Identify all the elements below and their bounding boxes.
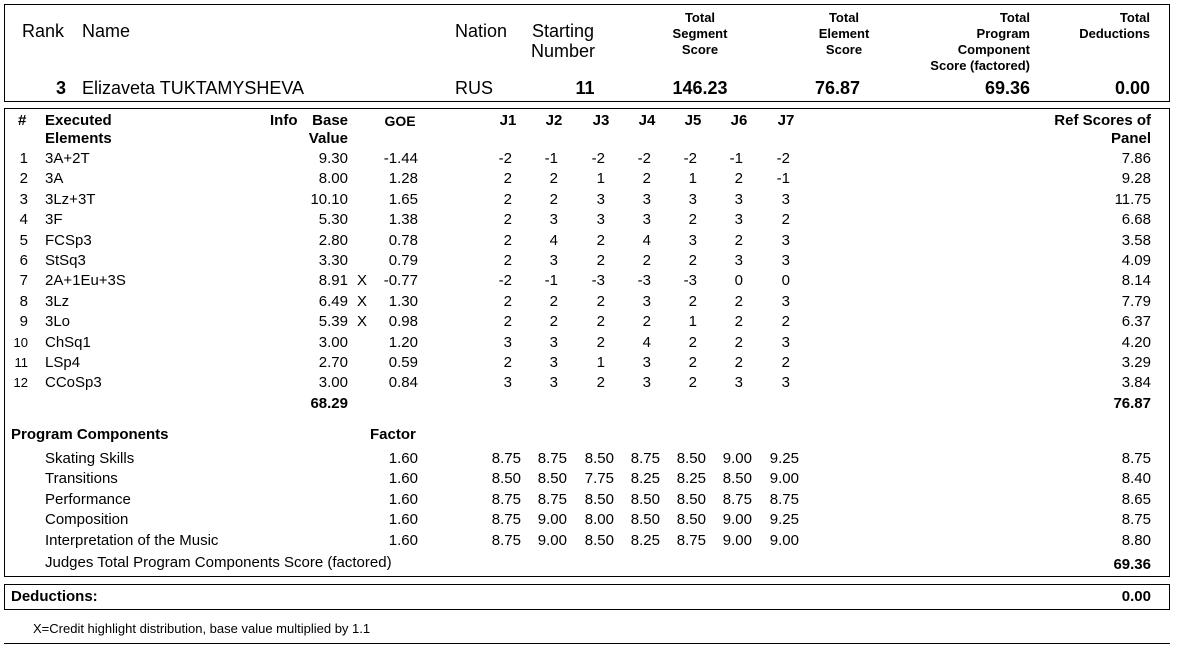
base-value-header: Base xyxy=(312,112,348,129)
pcs-header: Total xyxy=(999,10,1030,25)
judge-2-goe: 2 xyxy=(549,292,558,310)
judge-header-7: J7 xyxy=(777,112,795,129)
ref-scores-header: Ref Scores of xyxy=(1054,112,1151,129)
pcs-header-4: Score (factored) xyxy=(930,58,1030,73)
judge-3-goe: 1 xyxy=(596,170,605,188)
table-row xyxy=(0,292,1181,312)
element-code: FCSp3 xyxy=(45,231,92,249)
element-number: 6 xyxy=(19,252,28,269)
judge-6-goe: -1 xyxy=(729,150,743,167)
judge-7-goe: 3 xyxy=(781,252,790,269)
judge-1-mark: 8.50 xyxy=(491,470,521,488)
judge-4-goe: 2 xyxy=(642,252,651,269)
element-ref-score: 3.58 xyxy=(1121,231,1151,249)
judge-7-goe: 2 xyxy=(781,211,790,229)
pcs-header-2: Program xyxy=(976,26,1030,41)
judge-1-goe: 2 xyxy=(503,231,512,249)
judge-4-goe: 4 xyxy=(642,333,651,351)
goe-header: GOE xyxy=(384,113,416,129)
component-factor: 1.60 xyxy=(388,531,418,549)
judge-2-mark: 8.50 xyxy=(537,470,567,488)
judge-3-goe: 2 xyxy=(596,231,605,249)
element-goe: 0.78 xyxy=(388,231,418,249)
element-number: 11 xyxy=(14,355,28,370)
element-ref-score: 11.75 xyxy=(1114,190,1151,208)
judge-6-mark: 9.00 xyxy=(722,531,752,549)
judge-1-goe: 2 xyxy=(503,252,512,269)
judge-4-goe: 2 xyxy=(642,170,651,188)
tss-value: 146.23 xyxy=(672,78,728,98)
judge-7-goe: 2 xyxy=(781,354,790,371)
tss-header: Total xyxy=(684,10,716,25)
element-goe: 1.38 xyxy=(388,211,418,229)
program-component-row xyxy=(0,510,1181,530)
num-header: # xyxy=(18,112,27,129)
rank-value: 3 xyxy=(56,78,67,98)
factor-header: Factor xyxy=(370,426,416,443)
tes-header: Total xyxy=(828,10,860,25)
element-number: 10 xyxy=(13,334,28,350)
judge-7-mark: 9.00 xyxy=(769,531,799,549)
program-component-row xyxy=(0,531,1181,551)
element-goe: 0.59 xyxy=(388,354,418,371)
table-row xyxy=(0,251,1181,271)
rank-header: Rank xyxy=(22,21,65,41)
element-ref-score: 8.14 xyxy=(1121,272,1151,290)
pcs-total-label: Judges Total Program Components Score (factored) xyxy=(45,554,392,571)
judge-5-mark: 8.50 xyxy=(676,511,706,529)
component-score: 8.65 xyxy=(1121,490,1151,508)
element-code: ChSq1 xyxy=(45,333,91,351)
judge-3-mark: 7.75 xyxy=(584,470,614,488)
element-number: 3 xyxy=(19,190,28,208)
element-code: 3A xyxy=(45,170,64,188)
judge-4-goe: 3 xyxy=(642,374,651,392)
component-name: Transitions xyxy=(45,470,118,488)
ref-scores-header-2: Panel xyxy=(1110,130,1151,147)
judge-2-mark: 8.75 xyxy=(537,490,567,508)
judge-7-goe: 3 xyxy=(781,231,790,249)
element-goe: 1.30 xyxy=(388,292,418,310)
total-ref-score: 76.87 xyxy=(1113,395,1151,412)
judge-1-goe: 3 xyxy=(503,374,512,392)
judge-3-goe: 2 xyxy=(596,313,605,331)
judge-2-goe: 3 xyxy=(549,211,558,229)
judge-2-goe: 3 xyxy=(549,333,558,351)
judge-3-goe: 2 xyxy=(596,292,605,310)
judge-2-goe: 3 xyxy=(549,252,558,269)
judge-4-goe: 4 xyxy=(642,231,651,249)
deductions-label: Deductions: xyxy=(11,588,98,605)
judge-6-goe: 2 xyxy=(734,292,743,310)
element-goe: 1.28 xyxy=(388,170,418,188)
component-factor: 1.60 xyxy=(388,490,418,508)
element-info: X xyxy=(357,292,368,310)
element-ref-score: 9.28 xyxy=(1121,170,1151,188)
program-component-row xyxy=(0,449,1181,469)
tss-header-3: Score xyxy=(681,42,719,57)
element-number: 1 xyxy=(19,150,28,167)
judge-5-goe: -3 xyxy=(683,272,697,290)
deductions-box xyxy=(4,584,1170,610)
judge-5-goe: 2 xyxy=(688,292,697,310)
judge-4-mark: 8.75 xyxy=(630,450,660,467)
judge-5-goe: 2 xyxy=(688,374,697,392)
pcs-value: 69.36 xyxy=(984,78,1030,98)
table-row xyxy=(0,190,1181,210)
component-factor: 1.60 xyxy=(388,450,418,467)
starting-number-header: Starting xyxy=(531,21,595,41)
name-header: Name xyxy=(82,21,131,41)
element-info: X xyxy=(357,272,368,290)
element-base-value: 8.91 xyxy=(318,272,348,290)
judge-5-mark: 8.50 xyxy=(676,450,706,467)
element-ref-score: 4.20 xyxy=(1121,333,1151,351)
element-code: 3Lo xyxy=(45,313,71,331)
judge-2-mark: 9.00 xyxy=(537,531,567,549)
judge-4-goe: -3 xyxy=(637,272,651,290)
element-ref-score: 6.68 xyxy=(1121,211,1151,229)
judge-1-goe: 3 xyxy=(503,333,512,351)
judge-5-goe: 2 xyxy=(688,354,697,371)
element-ref-score: 6.37 xyxy=(1121,313,1151,331)
judge-7-mark: 9.00 xyxy=(769,470,799,488)
tes-header-2: Element xyxy=(818,26,870,41)
judge-6-mark: 8.50 xyxy=(722,470,752,488)
element-base-value: 10.10 xyxy=(310,190,348,208)
judge-4-goe: 3 xyxy=(642,292,651,310)
nation-value: RUS xyxy=(455,78,494,98)
component-name: Composition xyxy=(45,511,129,529)
judge-4-goe: 3 xyxy=(642,211,651,229)
judge-3-goe: 1 xyxy=(596,354,605,371)
deductions-header: Total xyxy=(1119,10,1150,25)
element-code: 3Lz+3T xyxy=(45,190,96,208)
judge-4-mark: 8.50 xyxy=(630,490,660,508)
element-base-value: 9.30 xyxy=(318,150,348,167)
judge-header-1: J1 xyxy=(499,112,517,129)
judge-5-goe: 2 xyxy=(688,211,697,229)
base-value-header-2: Value xyxy=(308,130,348,147)
judge-3-mark: 8.50 xyxy=(584,450,614,467)
element-ref-score: 3.29 xyxy=(1121,354,1151,371)
judge-1-goe: 2 xyxy=(503,211,512,229)
element-goe: -0.77 xyxy=(383,272,418,290)
judge-3-goe: -2 xyxy=(591,150,605,167)
judge-6-mark: 9.00 xyxy=(722,450,752,467)
element-number: 2 xyxy=(19,170,28,188)
judge-7-mark: 9.25 xyxy=(769,511,799,529)
info-header: Info xyxy=(270,112,298,129)
element-code: LSp4 xyxy=(45,354,81,371)
element-base-value: 3.00 xyxy=(318,333,348,351)
judge-6-goe: 2 xyxy=(734,170,743,188)
judge-2-mark: 8.75 xyxy=(537,450,567,467)
judge-1-mark: 8.75 xyxy=(491,511,521,529)
judge-4-goe: 3 xyxy=(642,190,651,208)
judge-3-mark: 8.50 xyxy=(584,490,614,508)
component-score: 8.75 xyxy=(1121,511,1151,529)
judge-7-mark: 9.25 xyxy=(769,450,799,467)
table-row xyxy=(0,312,1181,332)
judge-2-goe: -1 xyxy=(544,150,558,167)
table-row xyxy=(0,353,1181,373)
tss-header-2: Segment xyxy=(672,26,728,41)
judge-3-goe: -3 xyxy=(591,272,605,290)
element-number: 9 xyxy=(19,313,28,331)
judge-5-goe: 1 xyxy=(688,170,697,188)
skater-name: Elizaveta TUKTAMYSHEVA xyxy=(82,78,305,98)
element-number: 7 xyxy=(19,272,28,290)
table-row xyxy=(0,333,1181,353)
judge-5-mark: 8.25 xyxy=(676,470,706,488)
tes-header-3: Score xyxy=(825,42,863,57)
component-score: 8.40 xyxy=(1121,470,1151,488)
element-base-value: 8.00 xyxy=(318,170,348,188)
judge-5-goe: -2 xyxy=(683,150,697,167)
judge-4-mark: 8.25 xyxy=(630,531,660,549)
element-code: 2A+1Eu+3S xyxy=(45,272,126,290)
element-goe: -1.44 xyxy=(383,150,418,167)
judge-3-goe: 2 xyxy=(596,252,605,269)
judge-3-goe: 2 xyxy=(596,374,605,392)
element-ref-score: 7.79 xyxy=(1121,292,1151,310)
component-score: 8.75 xyxy=(1121,450,1151,467)
judge-2-mark: 9.00 xyxy=(537,511,567,529)
judge-1-goe: -2 xyxy=(498,150,512,167)
judge-6-mark: 9.00 xyxy=(722,511,752,529)
component-name: Performance xyxy=(45,490,131,508)
element-base-value: 5.30 xyxy=(318,211,348,229)
judge-1-mark: 8.75 xyxy=(491,531,521,549)
judge-2-goe: 2 xyxy=(549,190,558,208)
footnote: X=Credit highlight distribution, base value multiplied by 1.1 xyxy=(33,621,371,636)
element-base-value: 3.30 xyxy=(318,252,348,269)
judge-1-mark: 8.75 xyxy=(491,450,521,467)
judge-4-goe: -2 xyxy=(637,150,651,167)
judge-4-mark: 8.25 xyxy=(630,470,660,488)
deductions-total-value: 0.00 xyxy=(1114,78,1150,98)
judge-1-goe: 2 xyxy=(503,190,512,208)
judge-3-goe: 3 xyxy=(596,211,605,229)
judge-5-mark: 8.75 xyxy=(676,531,706,549)
judge-4-goe: 2 xyxy=(642,313,651,331)
element-code: 3A+2T xyxy=(45,150,90,167)
element-ref-score: 3.84 xyxy=(1121,374,1151,392)
judge-5-mark: 8.50 xyxy=(676,490,706,508)
judge-7-goe: 3 xyxy=(781,333,790,351)
element-code: 3F xyxy=(45,211,63,229)
judge-5-goe: 2 xyxy=(688,252,697,269)
judge-header-5: J5 xyxy=(684,112,702,129)
judge-6-mark: 8.75 xyxy=(722,490,752,508)
element-number: 4 xyxy=(19,211,28,229)
component-score: 8.80 xyxy=(1121,531,1151,549)
judge-6-goe: 2 xyxy=(734,231,743,249)
tes-value: 76.87 xyxy=(814,78,860,98)
judge-3-goe: 3 xyxy=(596,190,605,208)
element-base-value: 5.39 xyxy=(318,313,348,331)
executed-elements-header: Executed xyxy=(45,112,112,129)
judge-2-goe: 2 xyxy=(549,170,558,188)
pcs-total-value: 69.36 xyxy=(1113,556,1151,573)
judge-header-2: J2 xyxy=(545,112,563,129)
judge-6-goe: 3 xyxy=(734,252,743,269)
judge-7-goe: 2 xyxy=(781,313,790,331)
judge-4-mark: 8.50 xyxy=(630,511,660,529)
judge-2-goe: -1 xyxy=(544,272,558,290)
judge-1-goe: 2 xyxy=(503,170,512,188)
judge-5-goe: 1 xyxy=(688,313,697,331)
program-component-row xyxy=(0,490,1181,510)
judge-6-goe: 3 xyxy=(734,211,743,229)
judge-6-goe: 0 xyxy=(734,272,743,290)
total-base-value: 68.29 xyxy=(310,395,348,412)
judge-1-goe: 2 xyxy=(503,292,512,310)
element-goe: 0.98 xyxy=(388,313,418,331)
judge-3-goe: 2 xyxy=(596,333,605,351)
judge-7-goe: 3 xyxy=(781,190,790,208)
element-goe: 0.84 xyxy=(388,374,418,392)
element-ref-score: 4.09 xyxy=(1121,252,1151,269)
element-code: CCoSp3 xyxy=(45,374,102,392)
judge-2-goe: 3 xyxy=(549,354,558,371)
judge-1-mark: 8.75 xyxy=(491,490,521,508)
judge-header-4: J4 xyxy=(638,112,656,129)
bottom-rule xyxy=(4,643,1170,644)
start-number-value: 11 xyxy=(575,78,595,98)
element-goe: 1.65 xyxy=(388,190,418,208)
judge-6-goe: 3 xyxy=(734,190,743,208)
table-row xyxy=(0,373,1181,393)
judge-6-goe: 2 xyxy=(734,354,743,371)
judge-1-goe: 2 xyxy=(503,313,512,331)
judge-7-goe: 3 xyxy=(781,292,790,310)
element-number: 5 xyxy=(19,231,28,249)
starting-number-header-2: Number xyxy=(530,41,596,61)
element-base-value: 2.80 xyxy=(318,231,348,249)
table-row xyxy=(0,231,1181,251)
judge-header-3: J3 xyxy=(592,112,610,129)
table-row xyxy=(0,169,1181,189)
table-row xyxy=(0,149,1181,169)
program-component-row xyxy=(0,469,1181,489)
element-number: 12 xyxy=(13,375,28,391)
judge-2-goe: 4 xyxy=(549,231,558,249)
element-number: 8 xyxy=(19,292,28,310)
judge-6-goe: 2 xyxy=(734,333,743,351)
judge-1-goe: 2 xyxy=(503,354,512,371)
judge-7-mark: 8.75 xyxy=(769,490,799,508)
pcs-header-3: Component xyxy=(957,42,1030,57)
element-ref-score: 7.86 xyxy=(1121,150,1151,167)
element-base-value: 2.70 xyxy=(318,354,348,371)
judge-4-goe: 3 xyxy=(642,354,651,371)
judge-6-goe: 3 xyxy=(734,374,743,392)
table-row xyxy=(0,271,1181,291)
nation-header: Nation xyxy=(455,21,508,41)
deductions-value: 0.00 xyxy=(1121,588,1151,605)
element-code: StSq3 xyxy=(45,252,86,269)
element-info: X xyxy=(357,313,368,331)
judge-3-mark: 8.50 xyxy=(584,531,614,549)
judge-7-goe: -2 xyxy=(776,150,790,167)
judge-5-goe: 3 xyxy=(688,190,697,208)
program-components-title: Program Components xyxy=(11,426,169,443)
deductions-header-2: Deductions xyxy=(1079,26,1150,41)
component-factor: 1.60 xyxy=(388,470,418,488)
table-row xyxy=(0,210,1181,230)
element-code: 3Lz xyxy=(45,292,70,310)
judge-7-goe: 0 xyxy=(781,272,790,290)
executed-elements-header-2: Elements xyxy=(45,130,112,147)
element-goe: 0.79 xyxy=(388,252,418,269)
judge-header-6: J6 xyxy=(730,112,748,129)
component-name: Interpretation of the Music xyxy=(45,531,219,549)
judge-2-goe: 2 xyxy=(549,313,558,331)
judge-6-goe: 2 xyxy=(734,313,743,331)
component-name: Skating Skills xyxy=(45,450,135,467)
judge-2-goe: 3 xyxy=(549,374,558,392)
component-factor: 1.60 xyxy=(388,511,418,529)
judge-1-goe: -2 xyxy=(498,272,512,290)
judge-5-goe: 2 xyxy=(688,333,697,351)
element-base-value: 3.00 xyxy=(318,374,348,392)
judge-7-goe: -1 xyxy=(776,170,790,188)
element-goe: 1.20 xyxy=(388,333,418,351)
judge-3-mark: 8.00 xyxy=(584,511,614,529)
judge-7-goe: 3 xyxy=(781,374,790,392)
judge-5-goe: 3 xyxy=(688,231,697,249)
element-base-value: 6.49 xyxy=(318,292,348,310)
